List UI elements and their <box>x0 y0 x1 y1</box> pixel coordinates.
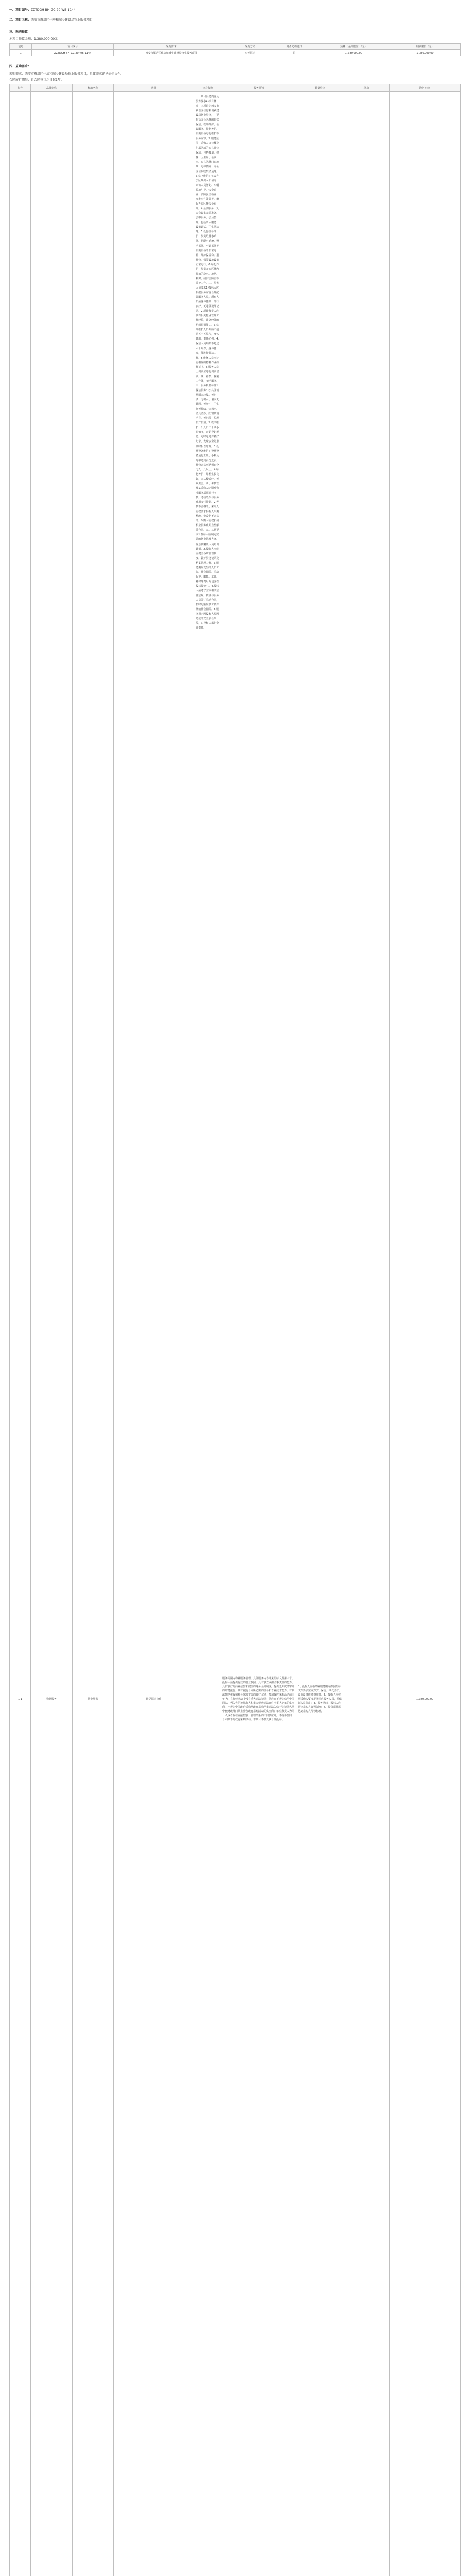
requirement-table <box>9 84 461 2576</box>
project-no: ZZTDGH-BH-GC-20-WB-1144 <box>31 8 76 12</box>
requirement-table-header: 包号 品目名称 标的名称 数量 技术参数 服务要求 数量单位 单价 总价（元） <box>10 84 461 92</box>
section4-line2: 合同履行期限：自合同签订之日起1年。 <box>9 78 64 82</box>
project-no-line: 一、项目编号：ZZTDGH-BH-GC-20-WB-1144 <box>9 8 76 12</box>
tech-requirement-cell: 服务周期内物业服务管理，具体服务内容详见招标文件第三章。投标人须提供有效的营业执照，具有独立承担民事责任的能力；具有良好的商业信誉和健全的财务会计制度，提供近年度经审计的财务报告；具有履行合同所必需的设备和专业技术能力；有依法缴纳税收和社会保障资金的良好记录；参加政府采购活动前三年内，在经营活动中没有重大违法记录；供应商不得为信用中国网站中列入失信被执行人和重大税收违法案件当事人名单的供应商，不得为中国政府采购网政府采购严重违法失信行为记录名单中被财政部门禁止参加政府采购活动的供应商；单位负责人为同一人或者存在直接控股、管理关系的不同供应商，不得参加同一合同项下的政府采购活动；本项目不接受联合体投标。 <box>221 92 297 2576</box>
budget-desc: 本项目预算金额：1,380,000.00元 <box>9 37 58 41</box>
project-name-line: 二、项目名称：西安市雁塔区住房和城乡建设局物业服务项目 <box>9 18 93 22</box>
budget-table <box>9 43 461 56</box>
budget-table-row: 1 ZZTDGH-BH-GC-20-WB-1144 西安市雁塔区住房和城乡建设局物业服务项目 公开招标 否 1,380,000.00 1,380,000.00 <box>10 50 461 56</box>
total-price: 1,380,000.00 <box>390 92 461 2576</box>
service-content-column: 一、项目服务内容及服务要求1.项目概况：本项目为西安市雁塔区住房和城乡建设局物业服务，主要包括办公区域的日常保洁、秩序维护、会议服务、绿化养护、设施设备运行维护等服务内容。2.服务范围：采购人办公楼及附属区域的公共部位保洁，包括楼道、楼梯、卫生间、会议室、公共区域门窗玻璃、电梯轿厢、办公区垃圾收集清运等。3.秩序维护：负责办公区域出入口值守、来访人员登记、车辆停放引导、安全巡查、消防安全检查、突发事件处置等，确保办公区域安全有序。4.会议服务：负责会议室会前准备、会中服务、会后整理，包括茶水服务、设备调试、卫生清洁等。5.设施设备维护：负责给排水系统、供配电系统、照明系统、空调系统等设施设备的日常巡检、维护保养和小型维修，保障设施设备正常运行。6.绿化养护：负责办公区域内绿植的浇水、施肥、修剪、病虫害防治等养护工作。二、服务人员要求1.投标人应根据服务内容合理配置服务人员，所有人员须身体健康、品行良好、无违法犯罪记录。2.项目负责人应具有相关物业管理工作经验，具备较强的组织协调能力。3.秩序维护人员年龄不超过五十五周岁，身体健康，责任心强。4.保洁人员年龄不超过六十周岁，身体健康，能胜任保洁工作。5.维修人员应持有相应的特种作业操作证书。6.服务人员上岗前应进行岗前培训，统一着装，佩戴工作牌，文明服务。三、服务质量标准1.保洁服务：公共区域地面无垃圾、无污渍、无积水；墙面无蛛网、无灰尘；卫生间无异味、无积水、洁具洁净；门窗玻璃明亮、无污渍；垃圾日产日清。2.秩序维护：出入口二十四小时值守，来访登记规范，定时巡逻并做好记录，发现安全隐患及时报告处理。3.设施设备维护：设施设备运行正常，小修及时率达到百分之百，维修合格率达到百分之九十八以上。4.绿化养护：绿植生长良好，无枯枝败叶，无病虫害。四、考核管理1.采购人定期对物业服务质量进行考核，考核结果与服务费用支付挂钩。2.考核不合格的，采购人有权要求投标人限期整改，整改仍不合格的，采购人有权扣减相应服务费用直至解除合同。五、其他要求1.投标人应制定完善的物业管理方案、应急预案及人员培训计划。2.投标人应建立健全各项管理制度，做好服务记录及档案管理工作。3.服务期间发生的人员工资、社会保险、劳动保护、服装、工具、耗材等费用均包含在投标报价中。4.投标人须遵守国家相关法律法规，依法与服务人员签订劳动合同，按时足额发放工资并缴纳社会保险。5.服务期内因投标人原因造成的安全责任事故，由投标人承担全部责任。 <box>194 92 221 2576</box>
service-requirement-cell: 1、投标人应在物业服务期内按照招标文件要求完成保安、保洁、绿化养护、设施设备维修等服务；2、投标人应按照采购人要求配置相应服务人员，并保证人员稳定；3、服务期间，投标人应遵守采购人管理制度；4、服务质量需达到采购人考核标准。 <box>297 92 343 2576</box>
section4-line1: 采购需求：西安市雁塔区住房和城乡建设局物业服务项目，具体需求详见招标文件。 <box>9 72 124 76</box>
budget-title: 三、采购预算 <box>9 30 28 34</box>
requirement-table-row: 1-1 物业服务 物业服务 详见招标文件 一、项目服务内容及服务要求1.项目概况：本项目为西安市雁塔区住房和城乡建设局物业服务，主要包括办公区域的日常保洁、秩序维护、会议服务、绿化养护、设施设备运行维护等服务内容。2.服务范围：采购人办公楼及附属区域的公共部位保洁，包括楼道、楼梯、卫生间、会议室、公共区域门窗玻璃、电梯轿厢、办公区垃圾收集清运等。3.秩序维护：负责办公区域出入口值守、来访人员登记、车辆停放引导、安全巡查、消防安全检查、突发事件处置等，确保办公区域安全有序。4.会议服务：负责会议室会前准备、会中服务、会后整理，包括茶水服务、设备调试、卫生清洁等。5.设施设备维护：负责给排水系统、供配电系统、照明系统、空调系统等设施设备的日常巡检、维护保养和小型维修，保障设施设备正常运行。6.绿化养护：负责办公区域内绿植的浇水、施肥、修剪、病虫害防治等养护工作。二、服务人员要求1.投标人应根据服务内容合理配置服务人员，所有人员须身体健康、品行良好、无违法犯罪记录。2.项目负责人应具有相关物业管理工作经验，具备较强的组织协调能力。3.秩序维护人员年龄不超过五十五周岁，身体健康，责任心强。4.保洁人员年龄不超过六十周岁，身体健康，能胜任保洁工作。5.维修人员应持有相应的特种作业操作证书。6.服务人员上岗前应进行岗前培训，统一着装，佩戴工作牌，文明服务。三、服务质量标准1.保洁服务：公共区域地面无垃圾、无污渍、无积水；墙面无蛛网、无灰尘；卫生间无异味、无积水、洁具洁净；门窗玻璃明亮、无污渍；垃圾日产日清。2.秩序维护：出入口二十四小时值守，来访登记规范，定时巡逻并做好记录，发现安全隐患及时报告处理。3.设施设备维护：设施设备运行正常，小修及时率达到百分之百，维修合格率达到百分之九十八以上。4.绿化养护：绿植生长良好，无枯枝败叶，无病虫害。四、考核管理1.采购人定期对物业服务质量进行考核，考核结果与服务费用支付挂钩。2.考核不合格的，采购人有权要求投标人限期整改，整改仍不合格的，采购人有权扣减相应服务费用直至解除合同。五、其他要求1.投标人应制定完善的物业管理方案、应急预案及人员培训计划。2.投标人应建立健全各项管理制度，做好服务记录及档案管理工作。3.服务期间发生的人员工资、社会保险、劳动保护、服装、工具、耗材等费用均包含在投标报价中。4.投标人须遵守国家相关法律法规，依法与服务人员签订劳动合同，按时足额发放工资并缴纳社会保险。5.服务期内因投标人原因造成的安全责任事故，由投标人承担全部责任。 服务周期内物业服务管理，具体服务内容详见招标文件第三章。投标人须提供有效的营业执照，具有独立承担民事责任的能力；具有良好的商业信誉和健全的财务会计制度，提供近年度经审计的财务报告；具有履行合同所必需的设备和专业技术能力；有依法缴纳税收和社会保障资金的良好记录；参加政府采购活动前三年内，在经营活动中没有重大违法记录；供应商不得为信用中国网站中列入失信被执行人和重大税收违法案件当事人名单的供应商，不得为中国政府采购网政府采购严重违法失信行为记录名单中被财政部门禁止参加政府采购活动的供应商；单位负责人为同一人或者存在直接控股、管理关系的不同供应商，不得参加同一合同项下的政府采购活动；本项目不接受联合体投标。 1、投标人应在物业服务期内按照招标文件要求完成保安、保洁、绿化养护、设施设备维修等服务；2、投标人应按照采购人要求配置相应服务人员，并保证人员稳定；3、服务期间，投标人应遵守采购人管理制度；4、服务质量需达到采购人考核标准。 1,380,000.00 <box>10 92 461 2576</box>
section4-title: 四、采购需求： <box>9 65 31 69</box>
project-name: 西安市雁塔区住房和城乡建设局物业服务项目 <box>31 18 93 22</box>
budget-table-header: 包号 项目编号 采购需求 采购方式 是否允许进口 预算（最高限价）（元） 最高限价（元） <box>10 44 461 50</box>
